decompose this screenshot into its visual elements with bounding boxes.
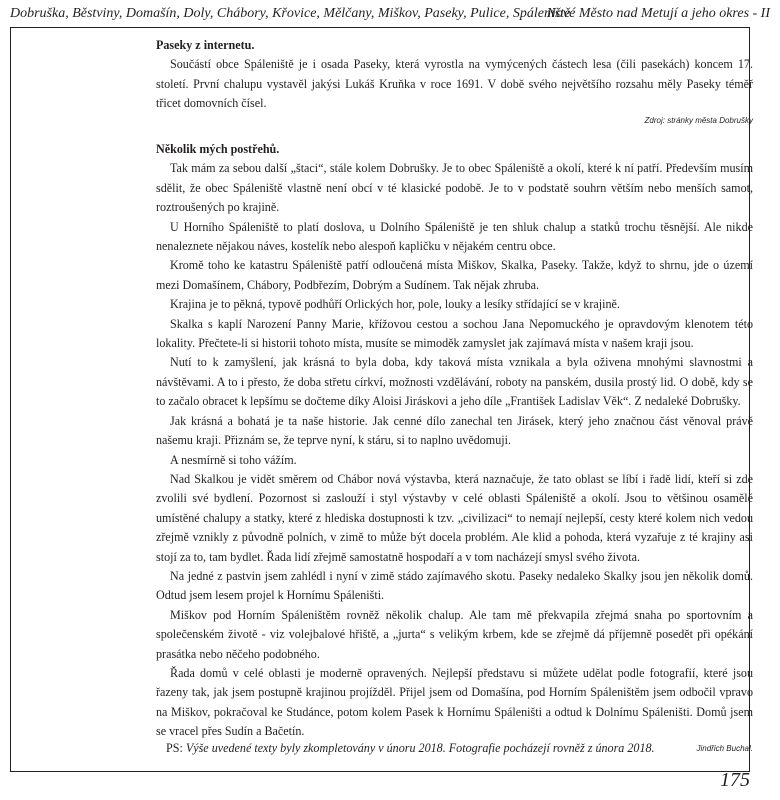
paragraph: Řada domů v celé oblasti je moderně opravených. Nejlepší představu si můžete udělat podle fotografií, které jsou řazeny tak, jak jsem postupně krajinou projížděl. Přijel jsem od Domašína, pod Horním Spáleništěm jsem odbočil vpravo na Miškov, pokračoval ke Studánce, potom kolem Pasek k Hornímu Spáleništi a odtud k Dolnímu Spáleništi. Domů jsem se vracel přes Sudín a Bačetín. xyxy=(156,665,753,739)
author-signature: Jindřich Buchal. xyxy=(696,743,753,753)
paragraph: Nad Skalkou je vidět směrem od Chábor nová výstavba, která naznačuje, že tato oblast se líbí i řadě lidí, kteří si zde zvolili své bydlení. Pozornost si zaslouží i styl výstavby v celé oblasti Spáleniště a okolí. Jsou to většinou osamělé umístěné chalupy a statky, které z hlediska dostupnosti k tzv. „civilizaci“ to nemají nejlepší, cesty které kolem nich vedou zřejmě vznikly z původně polních, v zimě to může být docela problém. Ale klid a pohoda, která vyzařuje z té krajiny asi stojí za to, tam bydlet. Řada lidí zřejmě samostatně hospodaří a v tom nacházejí smysl svého života. xyxy=(156,471,753,564)
paragraph: U Horního Spáleniště to platí doslova, u Dolního Spáleniště je ten shluk chalup a statků trochu těsnější. Ale nikde nenaleznete nějakou náves, kostelík nebo alespoň kapličku v nějakém centru obce. xyxy=(156,219,753,254)
paragraph: Miškov pod Horním Spáleništěm rovněž několik chalup. Ale tam mě překvapila zřejmá snaha po sportovním a společenském životě - viz volejbalové hřiště, a „jurta“ s velikým krbem, kde se zřejmě dá příjemně posedět při opékání prasátka nebo něčeho podobného. xyxy=(156,607,753,661)
postscript-text: Výše uvedené texty byly zkompletovány v únoru 2018. Fotografie pocházejí rovněž z února 2018. xyxy=(185,741,655,755)
section-title: Několik mých postřehů. xyxy=(156,142,280,156)
header-places: Dobruška, Běstviny, Domašín, Doly, Chábory, Křovice, Mělčany, Miškov, Paseky, Pulice, Spáleniště xyxy=(10,6,571,21)
paragraph: Skalka s kaplí Narození Panny Marie, křížovou cestou a sochou Jana Nepomuckého je opravdovým klenotem této lokality. Přečtete-li si historii tohoto místa, musíte se mimoděk zamyslet jak zajímavá místa v našem kraji jsou. xyxy=(156,316,753,351)
paragraph: Na jedné z pastvin jsem zahlédl i nyní v zimě stádo zajímavého skotu. Paseky nedaleko Skalky jsou jen několik domů. Odtud jsem lesem projel k Hornímu Spáleništi. xyxy=(156,568,753,603)
paragraph: Jak krásná a bohatá je ta naše historie. Jak cenné dílo zanechal ten Jirásek, který jeho značnou část věnoval právě našemu kraji. Přiznám se, že teprve nyní, k stáru, si to naplno uvědomuji. xyxy=(156,413,753,448)
paragraph: Tak mám za sebou další „štaci“, stále kolem Dobrušky. Je to obec Spáleniště a okolí, které k ní patří. Především musím sdělit, že obec Spáleniště vlastně není obcí v té klasické podobě. Je to v podstatě souhrn větším nebo menších samot, roztroušených po krajině. xyxy=(156,161,753,215)
section-paseky-internet xyxy=(156,36,753,128)
section-title: Paseky z internetu. xyxy=(156,38,255,52)
header-book-title: Nové Město nad Metují a jeho okres - II xyxy=(546,6,770,21)
page-number: 175 xyxy=(720,769,750,791)
paragraph: Nutí to k zamyšlení, jak krásná to byla doba, kdy taková místa vznikala a byla oživena mnohými slavnostmi a návštěvami. A to i přesto, že doba střetu církví, možnosti vzdělávání, roboty na panském, dusila prostý lid. O době, kdy se to začalo obracet k lepšímu se dočteme díky Aloisi Jiráskovi a jeho díle „František Ladislav Věk“. Z nedaleké Dobrušky. xyxy=(156,355,753,409)
postscript-prefix: PS: xyxy=(166,741,186,755)
paragraph: Součástí obce Spáleniště je i osada Paseky, která vyrostla na vymýcených částech lesa (čili pasekách) koncem 17. století. První chalupu vystavěl jakýsi Lukáš Kruňka v roce 1691. V době svého největšího rozsahu měly Paseky téměř třicet domovních čísel. xyxy=(156,57,753,111)
paragraph: Krajina je to pěkná, typově podhůří Orlických hor, pole, louky a lesíky střídající se v krajině. xyxy=(170,297,620,312)
source-note: Zdroj: stránky města Dobrušky xyxy=(644,115,753,125)
section-postrehy xyxy=(156,140,753,756)
paragraph: Kromě toho ke katastru Spáleniště patří odloučená místa Miškov, Skalka, Paseky. Takže, když to shrnu, jde o území mezi Domašínem, Chábory, Podbřezím, Dobrým a Sudínem. Tak nějak zhruba. xyxy=(156,258,753,292)
paragraph: A nesmírně si toho vážím. xyxy=(170,452,297,467)
postscript xyxy=(166,741,766,756)
running-header xyxy=(10,6,770,26)
